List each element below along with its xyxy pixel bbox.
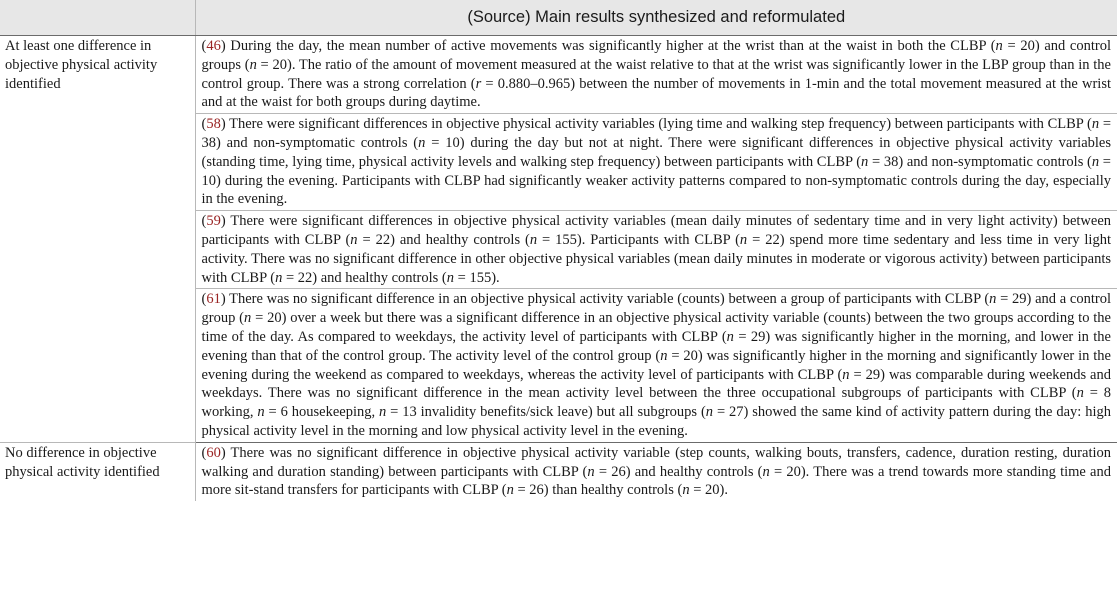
- result-cell: (46) During the day, the mean number of active movements was significantly higher at the wrist than at the waist in both the CLBP (n = 20) and control groups (n = 20). The ratio of the amount of movement measured at the waist relative to that at the wrist was significantly lower in the LBP group than in the control group. There was a strong correlation (r = 0.880–0.965) between the number of movements in 1-min and the total movement measured at the wrist and at the waist for both groups during daytime.: [195, 36, 1117, 114]
- reference-link[interactable]: 46: [206, 38, 221, 54]
- statistic-variable: n: [244, 310, 252, 327]
- statistic-variable: r: [475, 75, 482, 92]
- table-header: [0, 0, 1117, 36]
- result-text: = 20). The ratio of the amount of movement measured at the waist relative to that at the wrist was significantly lower in the LBP group than in the control group. There was a strong correlation (: [201, 56, 1111, 92]
- statistic-variable: n: [762, 463, 770, 480]
- statistic-variable: n: [726, 328, 734, 345]
- reference-link[interactable]: 58: [206, 116, 221, 133]
- statistic-variable: n: [418, 134, 426, 151]
- result-text: = 13 invalidity benefits/sick leave) but all subgroups (: [386, 404, 706, 421]
- statistic-variable: n: [739, 231, 748, 248]
- statistic-variable: n: [705, 404, 714, 421]
- result-cell: (60) There was no significant difference in objective physical activity variable (step counts, walking bouts, transfers, cadence, duration resting, duration walking and duration standing) between participants with CLBP (n = 26) and healthy controls (n = 20). There was a trend towards more standing time and more sit-stand transfers for participants with CLBP (n = 26) than healthy controls (n = 20).: [201, 444, 1111, 499]
- result-text: = 10) during the evening. Participants with CLBP had significantly weaker activity patterns compared to non-symptomatic controls during the day, especially in the evening.: [201, 153, 1111, 208]
- header-category-cell: [0, 0, 195, 36]
- result-text: = 6 housekeeping,: [264, 404, 379, 421]
- result-cell: (58) There were significant differences in objective physical activity variables (lying time and walking step frequency) between participants with CLBP (n = 38) and non-symptomatic controls (n = 10) during the day but not at night. There were significant differences in objective physical activity variables (standing time, lying time, physical activity levels and walking step frequency) between participants with CLBP (n = 38) and non-symptomatic controls (n = 10) during the evening. Participants with CLBP had significantly weaker activity patterns compared to non-symptomatic controls during the day, especially in the evening.: [195, 114, 1117, 211]
- result-text: = 8 working,: [201, 385, 1111, 421]
- table-row: [0, 36, 1117, 114]
- statistic-variable: n: [842, 366, 850, 383]
- result-text: = 22) and healthy controls (: [357, 231, 530, 248]
- statistic-variable: n: [446, 269, 455, 286]
- result-text: = 26) and healthy controls (: [594, 463, 763, 480]
- result-text: = 29) was comparable during weekends and weekdays. There was no significant difference in the mean activity level between the three occupational subgroups of participants with CLBP (: [201, 366, 1111, 402]
- header-results-cell: (Source) Main results synthesized and reformulated: [195, 0, 1117, 36]
- reference-link[interactable]: 61: [206, 291, 221, 308]
- statistic-variable: n: [350, 231, 358, 248]
- category-difference-cell: At least one difference in objective physical activity identified: [0, 36, 195, 443]
- statistic-variable: n: [989, 291, 997, 308]
- result-text: = 10) during the day but not at night. There were significant differences in objective physical activity variables (standing time, lying time, physical activity levels and walking step frequency) between participants with CLBP (: [201, 134, 1111, 170]
- result-cell: (59) There were significant differences in objective physical activity variables (mean daily minutes of sedentary time and in very light activity) between participants with CLBP (n = 22) and healthy controls (n = 155). Participants with CLBP (n = 22) spend more time sedentary and less time in very light activity. There was no significant difference in other objective physical variables (mean daily minutes in moderate or vigorous activity) between participants with CLBP (n = 22) and healthy controls (n = 155).: [195, 211, 1117, 289]
- statistic-variable: n: [529, 231, 538, 248]
- result-text: = 29) was significantly higher in the morning, and lower in the evening than that of the control group. The activity level of the control group (: [201, 328, 1111, 364]
- result-text: = 22) spend more time sedentary and less time in very light activity. There was no significant difference in other objective physical variables (mean daily minutes in moderate or vigorous activity) between participants with CLBP (: [201, 231, 1111, 286]
- reference-link[interactable]: 59: [206, 213, 221, 230]
- table-row: [0, 442, 1117, 501]
- result-text: = 22) and healthy controls (: [282, 269, 447, 286]
- result-text: = 20).: [689, 482, 728, 499]
- reference-link[interactable]: 60: [206, 444, 221, 461]
- result-text: ) During the day, the mean number of active movements was significantly higher at the wrist than at the waist in both the CLBP (: [220, 38, 996, 54]
- result-text: ) There was no significant difference in an objective physical activity variable (counts) between a group of participants with CLBP (: [220, 291, 990, 308]
- result-text: = 0.880–0.965) between the number of movements in 1-min and the total movement measured at the wrist and at the waist for both groups during daytime.: [201, 75, 1112, 111]
- result-text: = 155).: [454, 269, 500, 286]
- result-text: ) There were significant differences in objective physical activity variables (lying time and walking step frequency) between participants with CLBP (: [220, 116, 1092, 133]
- result-text: = 20) and control groups (: [201, 38, 1112, 73]
- statistic-variable: n: [249, 56, 257, 73]
- statistic-variable: n: [275, 269, 283, 286]
- statistic-variable: n: [861, 153, 869, 170]
- statistic-variable: n: [682, 482, 690, 499]
- statistic-variable: n: [660, 347, 668, 364]
- statistic-variable: n: [1091, 116, 1100, 133]
- result-text: = 38) and non-symptomatic controls (: [868, 153, 1092, 170]
- statistic-variable: n: [1091, 153, 1100, 170]
- result-text: ) There was no significant difference in objective physical activity variable (step counts, walking bouts, transfers, cadence, duration resting, duration walking and duration standing) between participants with CLBP (: [201, 444, 1111, 480]
- result-text: = 26) than healthy controls (: [513, 482, 683, 499]
- statistic-variable: n: [587, 463, 595, 480]
- result-text: ) There were significant differences in objective physical activity variables (mean daily minutes of sedentary time and in very light activity) between participants with CLBP (: [201, 213, 1111, 248]
- result-text: = 20). There was a trend towards more standing time and more sit-stand transfers for participants with CLBP (: [201, 463, 1111, 499]
- category-no-difference-cell: No difference in objective physical activity identified: [0, 442, 195, 501]
- result-cell: (61) There was no significant difference in an objective physical activity variable (counts) between a group of participants with CLBP (n = 29) and a control group (n = 20) over a week but there was a significant difference in an objective physical activity variable (counts) between the two groups according to the time of the day. As compared to weekdays, the activity level of participants with CLBP (n = 29) was significantly higher in the morning, and lower in the evening than that of the control group. The activity level of the control group (n = 20) was significantly higher in the morning and significantly lower in the evening during the weekend as compared to weekdays, whereas the activity level of participants with CLBP (n = 29) was comparable during weekends and weekdays. There was no significant difference in the mean activity level between the three occupational subgroups of participants with CLBP (n = 8 working, n = 6 housekeeping, n = 13 invalidity benefits/sick leave) but all subgroups (n = 27) showed the same kind of activity pattern during the day: high physical activity level in the morning and low physical activity level in the evening.: [195, 289, 1117, 442]
- statistic-variable: n: [995, 38, 1003, 54]
- result-text: = 38) and non-symptomatic controls (: [201, 116, 1111, 151]
- statistic-variable: n: [506, 482, 514, 499]
- result-text: = 29) and a control group (: [201, 291, 1111, 327]
- statistic-variable: n: [257, 404, 265, 421]
- result-text: = 20) over a week but there was a significant difference in an objective physical activity variable (counts) between the two groups according to the time of the day. As compared to weekdays, the activity level of participants with CLBP (: [201, 310, 1111, 345]
- result-text: = 155). Participants with CLBP (: [537, 231, 740, 248]
- statistic-variable: n: [379, 404, 387, 421]
- result-text: = 27) showed the same kind of activity pattern during the day: high physical activity level in the morning and low physical activity level in the evening.: [201, 404, 1111, 439]
- statistic-variable: n: [1076, 385, 1084, 402]
- result-text: = 20) was significantly higher in the morning and significantly lower in the evening during the weekend as compared to weekdays, whereas the activity level of participants with CLBP (: [201, 347, 1111, 383]
